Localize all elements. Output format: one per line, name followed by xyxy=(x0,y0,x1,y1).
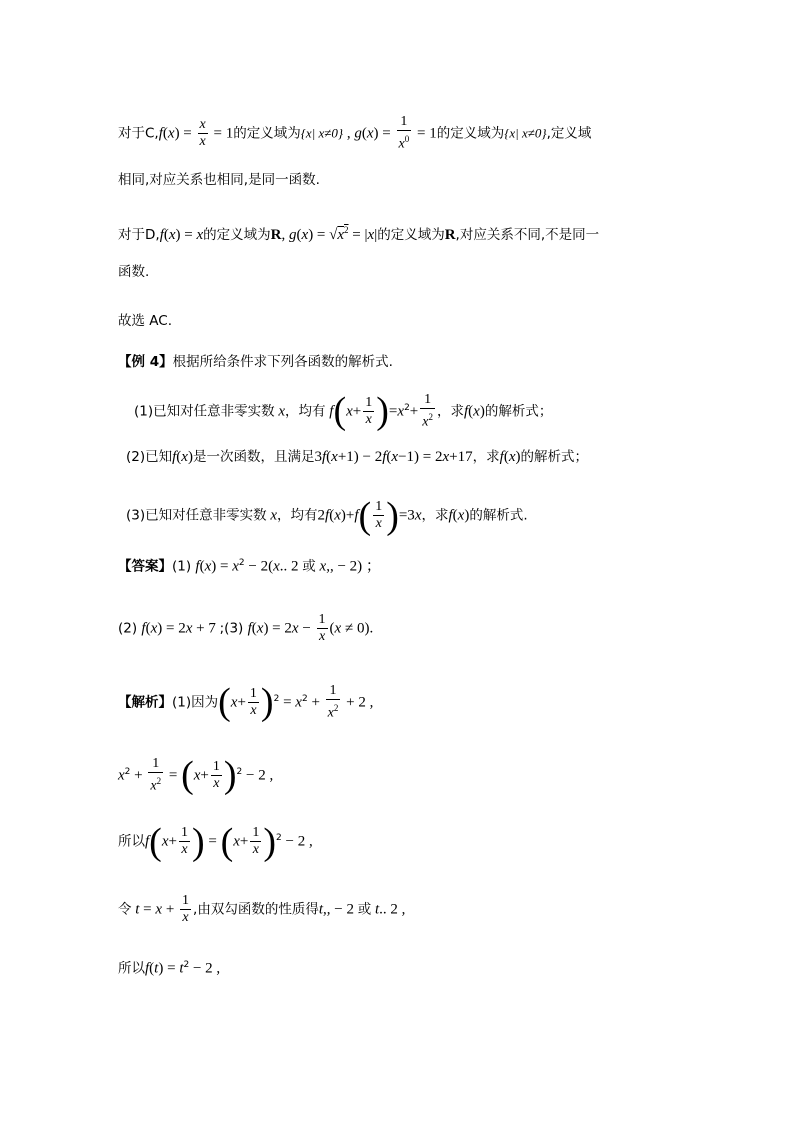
problem-2: (2)已知f(x)是一次函数，且满足3f(x+1) − 2f(x−1) = 2x+17，求f(x)的解析式； xyxy=(126,449,588,465)
block-c-line1: 对于C,f(x) = $\frac{x}{x}$ = 1的定义域为{x| x≠0} , g(x) = $\frac{1}{x^0}$ = 1的定义域为{x| x≠0},定义域 xyxy=(118,114,592,152)
fraction-1-over-x0: $\frac{1}{x^0}$ xyxy=(398,114,410,152)
example-title: 根据所给条件求下列各函数的解析式. xyxy=(172,354,393,370)
block-c-prefix: 对于C, xyxy=(118,125,159,142)
block-d-line2: 函数. xyxy=(118,264,150,280)
analysis-step2: $x^2$ + $\frac{1}{x^2}$ = (x+ $\frac{1}{x}$ )$^2$ − 2 , xyxy=(118,754,274,797)
answer-line2: (2) f(x) = 2x + 7 ;(3) f(x) = 2x − $\frac{1}{x}$ (x ≠ 0). xyxy=(118,612,374,644)
block-d-tail: ,对应关系不同,不是同一 xyxy=(455,227,600,243)
analysis-step5: 所以$f(t) = t^2 - 2$ , xyxy=(118,960,221,977)
example-tag: 【例 4】 xyxy=(118,354,173,370)
analysis-tag: 【解析】 xyxy=(118,694,172,711)
block-d-R1: R xyxy=(270,227,282,243)
answer-tag: 【答案】 xyxy=(118,558,172,575)
select-text: 故选 AC. xyxy=(118,313,173,329)
block-d-line1: 对于D,f(x) = x的定义域为R, $g(x) = √x^2 = |x|$的定义域为R,对应关系不同,不是同一 xyxy=(118,225,600,243)
block-c-mid1: 的定义域为 xyxy=(233,125,301,142)
block-c-line2: 相同,对应关系也相同,是同一函数. xyxy=(118,172,320,188)
fraction-x-over-x: $\frac{x}{x}$ xyxy=(199,116,206,149)
block-c-f-domain: {x| x≠0} xyxy=(300,125,344,141)
analysis-step3: 所以f(x+ $\frac{1}{x}$ ) = (x+ $\frac{1}{x}$ )$^2$ − 2 , xyxy=(118,820,313,863)
block-d-mid2: 的定义域为 xyxy=(377,227,445,243)
example-heading xyxy=(118,352,393,372)
problem-1: (1)已知对任意非零实数 x，均有 f(x+ $\frac{1}{x}$ )$=x^2+$ $\frac{1}{x^2}$ ，求f(x)的解析式； xyxy=(134,390,553,433)
block-d-prefix: 对于D, xyxy=(118,227,160,243)
block-c-tail: ,定义域 xyxy=(546,125,592,142)
block-d-R2: R xyxy=(444,227,456,243)
analysis-step1: 【解析】(1)因为(x+ $\frac{1}{x}$ )$^2 = x^2$ + $\frac{1}{x^2}$ + 2 , xyxy=(118,681,374,724)
f-of-x: f xyxy=(158,125,163,142)
answer-line1: 【答案】(1) $f(x) = x^2 - 2(x$.. 2 或 x,, − 2) ； xyxy=(118,558,381,575)
block-c-g-domain: {x| x≠0} xyxy=(504,125,547,141)
block-c-mid2: 的定义域为 xyxy=(436,125,505,142)
problem-3: (3)已知对任意非零实数 x，均有2f(x)+f( $\frac{1}{x}$ )=3x，求f(x)的解析式. xyxy=(126,494,528,537)
analysis-step4: 令 t = x + $\frac{1}{x}$ ,由双勾函数的性质得t,, − 2 或 t.. 2 , xyxy=(118,893,406,925)
block-d-mid1: 的定义域为 xyxy=(203,227,271,243)
